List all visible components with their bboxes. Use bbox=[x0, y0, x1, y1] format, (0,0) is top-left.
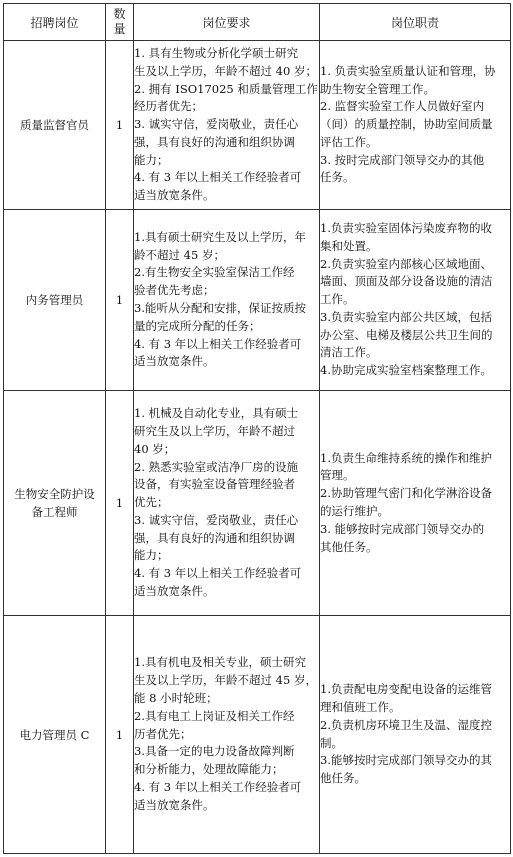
requirement-line: 1. 机械及自动化专业，具有硕士 bbox=[134, 406, 299, 421]
requirements-cell bbox=[134, 616, 320, 854]
header-requirements: 岗位要求 bbox=[134, 4, 320, 41]
requirement-line: 验者优先考虑； bbox=[134, 283, 215, 298]
duty-line: 1.负责配电房变配电设备的运维管 bbox=[320, 682, 492, 697]
requirements-cell bbox=[134, 391, 320, 616]
requirement-line: 适当放宽条件。 bbox=[134, 584, 215, 599]
duty-line: （间）的质量控制，协助室间质量 bbox=[320, 117, 493, 132]
table-row bbox=[4, 41, 511, 210]
requirement-line: 2. 拥有 ISO17025 和质量管理工作 bbox=[134, 81, 318, 96]
duty-line: 1.负责生命维持系统的操作和维护 bbox=[320, 450, 492, 465]
requirement-line: 40 岁； bbox=[134, 441, 176, 456]
position-line: 备工程师 bbox=[31, 505, 78, 519]
duty-line: 办公室、电梯及楼层公共卫生间的 bbox=[320, 327, 493, 342]
duty-line: 2. 监督实验室工作人员做好室内 bbox=[320, 99, 485, 114]
requirement-line: 适当放宽条件。 bbox=[134, 797, 215, 812]
requirement-line: 龄不超过 45 岁； bbox=[134, 247, 225, 262]
count-cell: 1 bbox=[106, 210, 134, 391]
duty-line: 其他任务。 bbox=[320, 539, 378, 554]
table-row bbox=[4, 391, 511, 616]
duty-line: 管理。 bbox=[320, 468, 355, 483]
requirement-line: 2.具有电工上岗证及相关工作经 bbox=[134, 708, 295, 723]
duty-line: 清洁工作。 bbox=[320, 345, 378, 360]
table-row bbox=[4, 616, 511, 854]
duty-line: 1.负责实验室固体污染废弃物的收 bbox=[320, 220, 492, 235]
requirement-line: 量的完成所分配的任务； bbox=[134, 318, 261, 333]
duty-line: 1. 负责实验室质量认证和管理，协 bbox=[320, 63, 496, 78]
requirement-line: 适当放宽条件。 bbox=[134, 354, 215, 369]
requirement-line: 1.具有机电及相关专业，硕士研究 bbox=[134, 655, 306, 670]
requirement-line: 能 8 小时轮班； bbox=[134, 691, 218, 705]
duty-line: 3. 按时完成部门领导交办的其他 bbox=[320, 152, 485, 167]
requirement-line: 4. 有 3 年以上相关工作经验者可 bbox=[134, 566, 302, 581]
requirements-cell bbox=[134, 210, 320, 391]
duty-line: 2.协助管理气密门和化学淋浴设备 bbox=[320, 486, 492, 501]
requirement-line: 3.能听从分配和安排，保证按质按 bbox=[134, 301, 306, 315]
duty-line: 任务。 bbox=[320, 170, 355, 185]
requirement-line: 3.具备一定的电力设备故障判断 bbox=[134, 744, 295, 759]
recruitment-table bbox=[3, 3, 511, 854]
count-cell: 1 bbox=[106, 41, 134, 210]
header-count-line-1: 数 bbox=[113, 7, 126, 21]
requirement-line: 生及以上学历，年龄不超过 45 岁， bbox=[134, 673, 317, 688]
duty-line: 工作。 bbox=[320, 292, 355, 307]
requirement-line: 和分析能力，处理故障能力； bbox=[134, 762, 284, 777]
duty-line: 4.协助完成实验室档案整理工作。 bbox=[320, 363, 492, 378]
requirement-line: 研究生及以上学历，年龄不超过 bbox=[134, 423, 295, 438]
count-cell: 1 bbox=[106, 391, 134, 616]
position-cell: 质量监督官员 bbox=[4, 41, 106, 210]
duties-cell bbox=[320, 616, 511, 854]
position-line: 生物安全防护设 bbox=[14, 487, 95, 501]
requirement-line: 3. 诚实守信，爱岗敬业，责任心 bbox=[134, 117, 299, 132]
header-count bbox=[106, 4, 134, 41]
duty-line: 的运行维护。 bbox=[320, 504, 389, 518]
duty-line: 墙面、顶面及部分设备设施的清洁 bbox=[320, 274, 493, 289]
position-cell bbox=[4, 391, 106, 616]
duty-line: 集和处置。 bbox=[320, 238, 378, 253]
requirement-line: 1.具有硕士研究生及以上学历，年 bbox=[134, 229, 306, 244]
table-row bbox=[4, 210, 511, 391]
position-cell: 内务管理员 bbox=[4, 210, 106, 391]
requirement-line: 2. 熟悉实验室或洁净厂房的设施 bbox=[134, 459, 299, 474]
duties-cell bbox=[320, 41, 511, 210]
duty-line: 助生物安全管理工作。 bbox=[320, 81, 435, 96]
requirement-line: 经历者优先； bbox=[134, 99, 203, 114]
duty-line: 制。 bbox=[320, 735, 343, 750]
position-cell: 电力管理员 C bbox=[4, 616, 106, 854]
duties-cell bbox=[320, 210, 511, 391]
requirement-line: 1. 具有生物或分析化学硕士研究 bbox=[134, 45, 299, 60]
duties-cell bbox=[320, 391, 511, 616]
duty-line: 评估工作。 bbox=[320, 134, 378, 149]
duty-line: 他任务。 bbox=[320, 771, 366, 786]
requirement-line: 生及以上学历，年龄不超过 40 岁； bbox=[134, 63, 317, 78]
requirement-line: 2.有生物安全实验室保洁工作经 bbox=[134, 265, 295, 280]
requirement-line: 历者优先； bbox=[134, 726, 192, 741]
count-cell: 1 bbox=[106, 616, 134, 854]
requirement-line: 强，具有良好的沟通和组织协调 bbox=[134, 134, 295, 149]
requirement-line: 能力； bbox=[134, 548, 169, 563]
requirement-line: 4. 有 3 年以上相关工作经验者可 bbox=[134, 336, 302, 351]
duty-line: 理和值班工作。 bbox=[320, 699, 401, 714]
header-position: 招聘岗位 bbox=[4, 4, 106, 41]
header-row bbox=[4, 4, 511, 41]
requirement-line: 4. 有 3 年以上相关工作经验者可 bbox=[134, 170, 302, 185]
header-duties: 岗位职责 bbox=[320, 4, 511, 41]
requirement-line: 适当放宽条件。 bbox=[134, 188, 215, 203]
requirement-line: 能力； bbox=[134, 152, 169, 167]
duty-line: 2.负责机房环境卫生及温、湿度控 bbox=[320, 717, 492, 732]
duty-line: 3.能够按时完成部门领导交办的其 bbox=[320, 753, 492, 768]
duty-line: 3.负责实验室内部公共区域，包括 bbox=[320, 309, 492, 324]
duty-line: 3. 能够按时完成部门领导交办的 bbox=[320, 521, 485, 536]
duty-line: 2.负责实验室内部核心区域地面、 bbox=[320, 256, 492, 271]
requirement-line: 优先； bbox=[134, 495, 169, 510]
requirement-line: 强，具有良好的沟通和组织协调 bbox=[134, 530, 295, 545]
requirement-line: 3. 诚实守信，爱岗敬业，责任心 bbox=[134, 512, 299, 527]
requirements-cell bbox=[134, 41, 320, 210]
requirement-line: 设备，有实验室设备管理经验者 bbox=[134, 477, 295, 492]
header-count-line-2: 量 bbox=[113, 22, 126, 36]
requirement-line: 4. 有 3 年以上相关工作经验者可 bbox=[134, 779, 302, 794]
